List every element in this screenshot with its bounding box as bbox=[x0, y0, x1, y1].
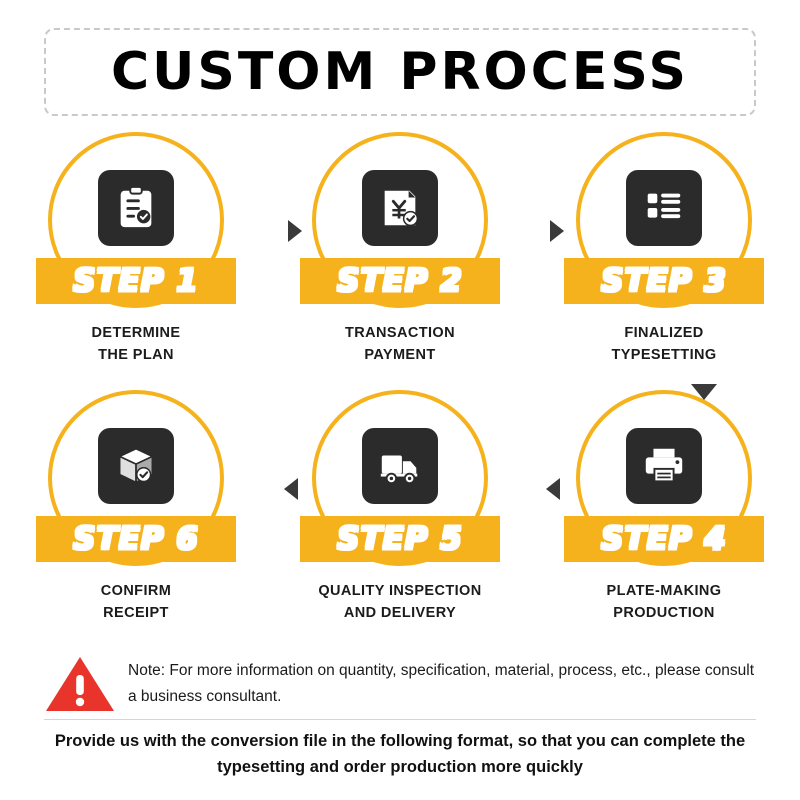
step-1-circle-wrap bbox=[48, 132, 224, 308]
step-3-circle-wrap bbox=[576, 132, 752, 308]
step-2-caption: TRANSACTION PAYMENT bbox=[345, 325, 455, 364]
package-check-icon bbox=[98, 428, 174, 504]
step-1-banner bbox=[36, 258, 236, 304]
step-1[interactable] bbox=[36, 132, 236, 367]
step-5-banner bbox=[300, 516, 500, 562]
step-3-badge: STEP 3 bbox=[601, 263, 727, 299]
step-3[interactable] bbox=[564, 132, 764, 367]
step-6-badge: STEP 6 bbox=[73, 521, 199, 557]
step-4-banner bbox=[564, 516, 764, 562]
title-box bbox=[44, 28, 756, 116]
step-4-circle-wrap bbox=[576, 390, 752, 566]
step-6[interactable] bbox=[36, 390, 236, 625]
clipboard-checklist-icon bbox=[98, 170, 174, 246]
step-4[interactable] bbox=[564, 390, 764, 625]
step-1-caption: DETERMINE THE PLAN bbox=[91, 325, 181, 364]
step-3-caption: FINALIZED TYPESETTING bbox=[611, 325, 717, 364]
arrow-down-icon bbox=[691, 384, 717, 400]
arrow-left-icon bbox=[284, 478, 298, 500]
step-4-badge: STEP 4 bbox=[601, 521, 727, 557]
step-2-circle-wrap bbox=[312, 132, 488, 308]
steps-row-bottom bbox=[36, 390, 764, 648]
step-5-badge: STEP 5 bbox=[337, 521, 463, 557]
step-1-badge: STEP 1 bbox=[73, 263, 199, 299]
layout-grid-icon bbox=[626, 170, 702, 246]
step-2-banner bbox=[300, 258, 500, 304]
warning-triangle-icon bbox=[44, 653, 116, 715]
step-6-caption: CONFIRM RECEIPT bbox=[100, 583, 172, 622]
step-3-banner bbox=[564, 258, 764, 304]
delivery-truck-icon bbox=[362, 428, 438, 504]
step-6-banner bbox=[36, 516, 236, 562]
step-2[interactable] bbox=[300, 132, 500, 367]
page-title: CUSTOM PROCESS bbox=[111, 42, 689, 102]
step-5-circle-wrap bbox=[312, 390, 488, 566]
arrow-right-icon bbox=[288, 220, 302, 242]
printer-icon bbox=[626, 428, 702, 504]
steps-row-top bbox=[36, 132, 764, 390]
steps-grid bbox=[36, 132, 764, 648]
footer-text: Provide us with the conversion file in the following format, so that you can complete the typesetting and order production more quickly bbox=[54, 732, 746, 777]
note-text: Note: For more information on quantity, specification, material, process, etc., please consult a business consultant. bbox=[128, 661, 755, 705]
step-5-caption: QUALITY INSPECTION AND DELIVERY bbox=[318, 583, 482, 622]
arrow-right-icon bbox=[550, 220, 564, 242]
step-2-badge: STEP 2 bbox=[337, 263, 463, 299]
note-row bbox=[44, 648, 756, 720]
step-4-caption: PLATE-MAKING PRODUCTION bbox=[606, 583, 722, 622]
step-5[interactable] bbox=[300, 390, 500, 625]
step-6-circle-wrap bbox=[48, 390, 224, 566]
payment-invoice-icon bbox=[362, 170, 438, 246]
arrow-left-icon bbox=[546, 478, 560, 500]
